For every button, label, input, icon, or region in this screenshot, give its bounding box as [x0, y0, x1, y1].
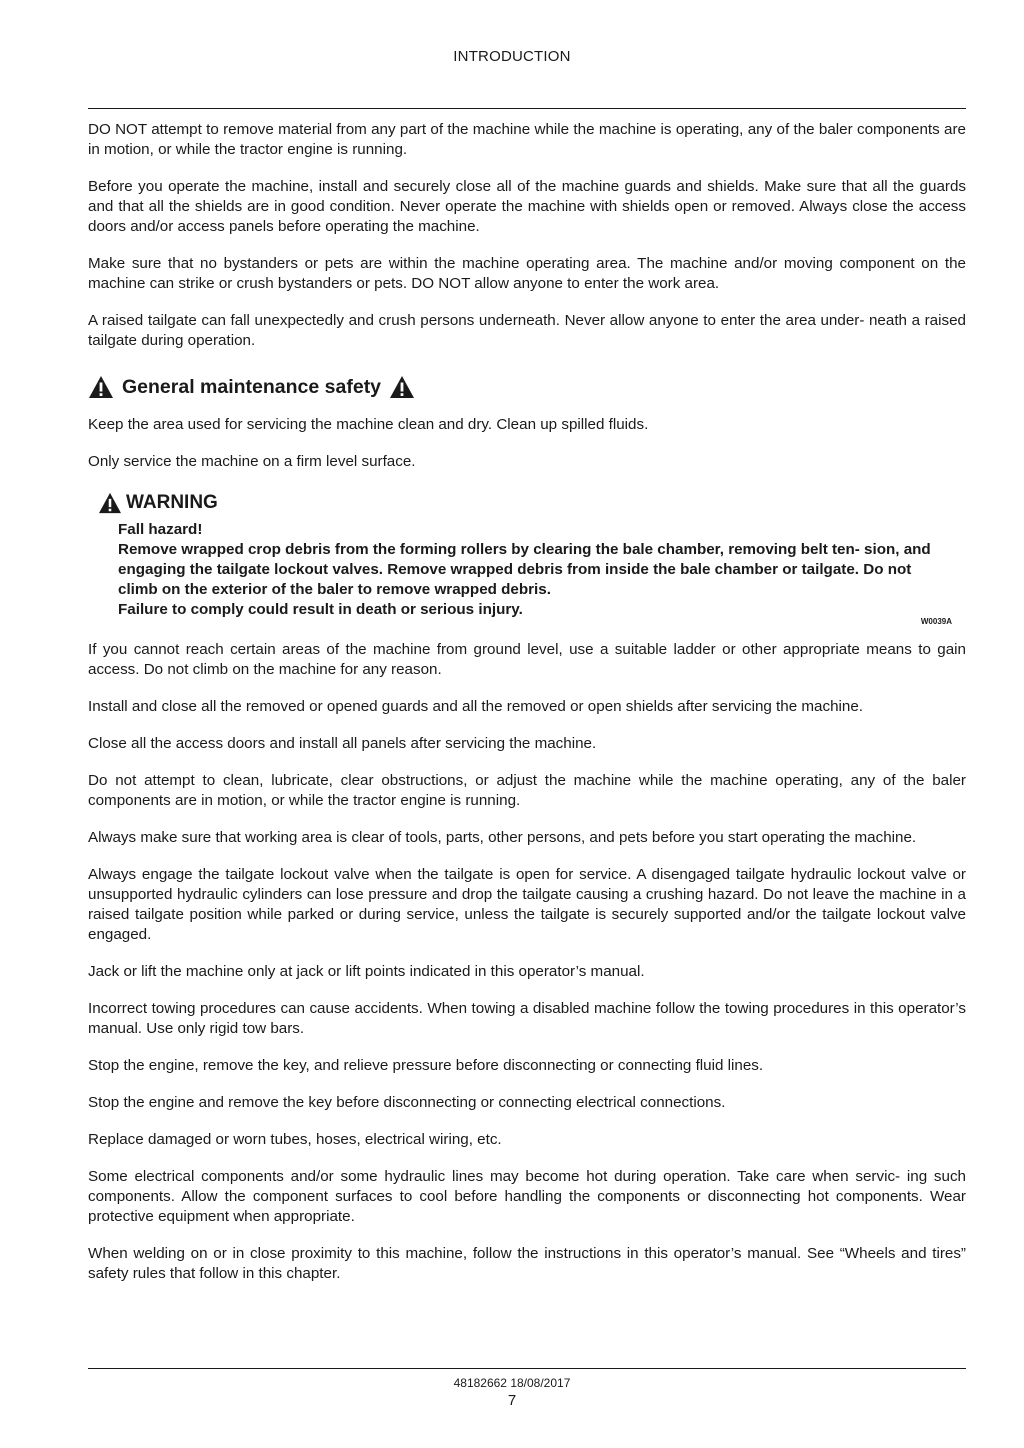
- warning-code: W0039A: [920, 617, 952, 626]
- section-paragraph: Stop the engine, remove the key, and relieve pressure before disconnecting or connecting fluid lines.: [88, 1057, 764, 1074]
- section-paragraph: If you cannot reach certain areas of the machine from ground level, use a suitable ladder or other appropriate means to gain access. Do not climb on the machine for any reason.: [88, 641, 966, 678]
- page-content: [88, 120, 966, 1301]
- footer-rule: [88, 1368, 966, 1369]
- section-paragraph: Only service the machine on a firm level surface.: [88, 453, 416, 470]
- intro-paragraph: Make sure that no bystanders or pets are within the machine operating area. The machine and/or moving component on the machine can strike or crush bystanders or pets. DO NOT allow anyone to enter the work area.: [88, 255, 966, 292]
- section-paragraph: Stop the engine and remove the key before disconnecting or connecting electrical connections.: [88, 1094, 726, 1111]
- section-paragraph: Always engage the tailgate lockout valve when the tailgate is open for service. A disengaged tailgate hydraulic lockout valve or unsupported hydraulic cylinders can lose pressure and drop the tailgate causing a crushing hazard. Do not leave the machine in a raised tailgate position while parked or during service, unless the tailgate is securely supported and/or the tailgate lockout valve engaged.: [88, 866, 966, 943]
- section-paragraph: Close all the access doors and install all panels after servicing the machine.: [88, 735, 597, 752]
- warning-body: [118, 520, 948, 620]
- page-number: 7: [507, 1392, 517, 1409]
- page-header-title: INTRODUCTION: [453, 48, 571, 65]
- section-paragraph: Keep the area used for servicing the machine clean and dry. Clean up spilled fluids.: [88, 416, 649, 433]
- warning-triangle-icon: [88, 375, 114, 399]
- section-heading-text: General maintenance safety: [122, 375, 382, 398]
- warning-triangle-icon: [98, 492, 122, 514]
- warning-box: [98, 492, 966, 626]
- section-paragraph: Replace damaged or worn tubes, hoses, electrical wiring, etc.: [88, 1131, 502, 1148]
- section-paragraph: When welding on or in close proximity to this machine, follow the instructions in this operator’s manual. See “Wheels and tires” safety rules that follow in this chapter.: [88, 1245, 966, 1282]
- section-paragraph: Install and close all the removed or opened guards and all the removed or open shields after servicing the machine.: [88, 698, 864, 715]
- section-paragraph: Always make sure that working area is clear of tools, parts, other persons, and pets before you start operating the machine.: [88, 829, 917, 846]
- warning-triangle-icon: [389, 375, 415, 399]
- warning-line: Fall hazard!: [118, 521, 203, 538]
- header-rule: [88, 108, 966, 109]
- warning-line: Remove wrapped crop debris from the forming rollers by clearing the bale chamber, removing belt ten- sion, and engaging the tailgate lockout valves. Remove wrapped debris from inside the bale chamber or tailgate. Do not climb on the exterior of the baler to remove wrapped debris.: [118, 541, 931, 598]
- intro-paragraph: A raised tailgate can fall unexpectedly and crush persons underneath. Never allow anyone to enter the area under- neath a raised tailgate during operation.: [88, 312, 966, 349]
- section-paragraph: Do not attempt to clean, lubricate, clear obstructions, or adjust the machine while the machine operating, any of the baler components are in motion, or while the tractor engine is running.: [88, 772, 966, 809]
- section-heading: [88, 375, 966, 399]
- warning-line: Failure to comply could result in death or serious injury.: [118, 601, 523, 618]
- section-paragraph: Jack or lift the machine only at jack or lift points indicated in this operator’s manual.: [88, 963, 645, 980]
- footer-document-code: 48182662 18/08/2017: [453, 1376, 571, 1390]
- intro-paragraph: Before you operate the machine, install and securely close all of the machine guards and shields. Make sure that all the guards and that all the shields are in good condition. Never operate the machine with shields open or removed. Always close the access doors and/or access panels before operating the machine.: [88, 178, 966, 235]
- section-paragraph: Some electrical components and/or some hydraulic lines may become hot during operation. Take care when servic- ing such components. Allow the component surfaces to cool before handling the components or disconnecting hot components. Wear protective equipment when appropriate.: [88, 1168, 966, 1225]
- warning-title: [98, 492, 966, 514]
- intro-paragraph: DO NOT attempt to remove material from any part of the machine while the machine is operating, any of the baler components are in motion, or while the tractor engine is running.: [88, 121, 966, 158]
- section-paragraph: Incorrect towing procedures can cause accidents. When towing a disabled machine follow the towing procedures in this operator’s manual. Use only rigid tow bars.: [88, 1000, 966, 1037]
- warning-title-text: WARNING: [126, 492, 218, 513]
